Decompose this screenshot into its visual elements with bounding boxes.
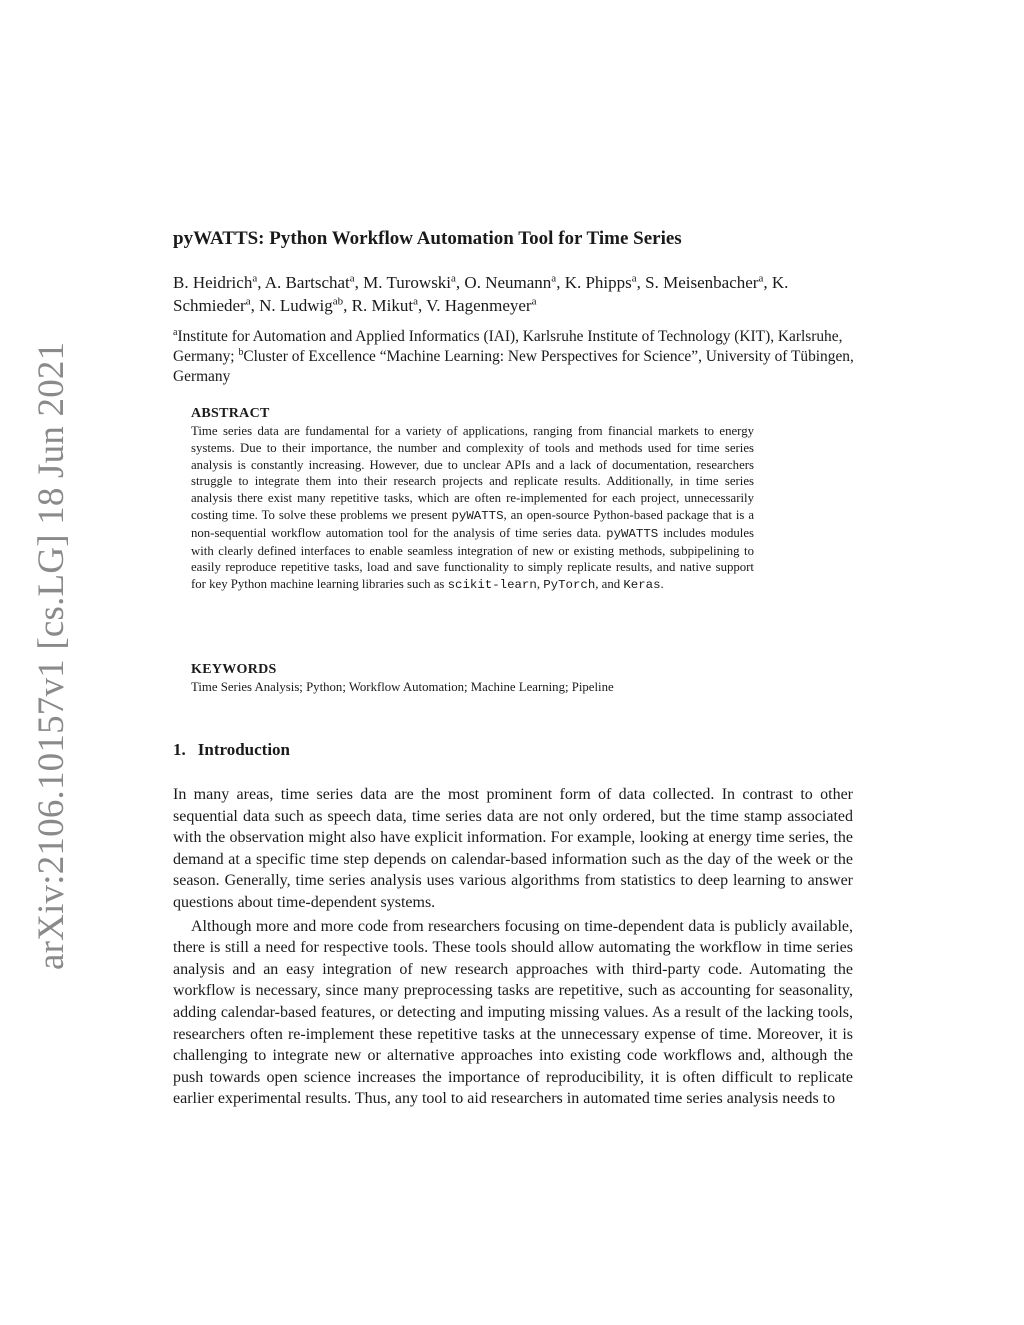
- paragraph: In many areas, time series data are the most prominent form of data collected. In contrast to other sequential data such as speech data, time series data are not only ordered, but the time stamp associated with the observation might also have explicit information. For example, looking at energy time series, the demand at a specific time step depends on calendar-based information such as the day of the week or the season. Generally, time series analysis uses various algorithms from statistics to deep learning to answer questions about time-dependent systems.: [173, 786, 853, 911]
- abstract-section: [191, 406, 754, 594]
- author: S. Meisenbacher$^a$: [645, 272, 764, 292]
- abstract-heading: ABSTRACT: [191, 406, 270, 421]
- author: N. Ludwig$^{ab}$: [259, 295, 344, 315]
- affiliations: [173, 327, 863, 387]
- introduction-body: [173, 784, 853, 1110]
- paper-title: pyWATTS: Python Workflow Automation Tool for Time Series: [173, 228, 682, 249]
- author-list: B. Heidrich$^a$, A. Bartschat$^a$, M. Turowski$^a$, O. Neumann$^a$, K. Phipps$^a$, S. Meisenbacher$^a$, K. Schmieder$^a$, N. Ludwig$^{ab}$, R. Mikut$^a$, V. Hagenmeyer$^a$: [173, 272, 789, 315]
- affiliation-mark: b: [238, 346, 244, 358]
- section-number: 1.: [173, 740, 186, 759]
- package-name: pyWATTS: [606, 526, 659, 541]
- library-name: scikit-learn: [447, 578, 537, 593]
- section-heading-introduction: [173, 740, 302, 760]
- abstract-text: Time series data are fundamental for a variety of applications, ranging from financial markets to energy systems. Due to their importance, the number and complexity of tools and methods used for time series analysis is constantly increasing. However, due to unclear APIs and a lack of documentation, researchers struggle to integrate them into their research projects and replicate results. Additionally, in time series analysis there exist many repetitive tasks, which are often re-implemented for each project, unnecessarily costing time. To solve these problems we present pyWATTS, an open-source Python-based package that is a non-sequential workflow automation tool for the analysis of time series data. pyWATTS includes modules with clearly defined interfaces to enable seamless integration of new or existing methods, subpipelining to easily reproduce repetitive tasks, load and save functionality to simply replicate results, and native support for key Python machine learning libraries such as scikit-learn, PyTorch, and Keras.: [191, 424, 754, 593]
- author: K. Schmieder$^a$: [173, 273, 789, 315]
- arxiv-side-stamp: arXiv:2106.10157v1 [cs.LG] 18 Jun 2021: [31, 341, 72, 970]
- affiliation-a: Institute for Automation and Applied Informatics (IAI), Karlsruhe Institute of Technology (KIT), Karlsruhe, Germany;: [173, 328, 843, 365]
- keywords-text: Time Series Analysis; Python; Workflow Automation; Machine Learning; Pipeline: [191, 680, 614, 694]
- author: B. Heidrich$^a$: [173, 272, 258, 292]
- author: M. Turowski$^a$: [363, 272, 456, 292]
- keywords-heading: KEYWORDS: [191, 662, 277, 677]
- author: R. Mikut$^a$: [351, 295, 418, 315]
- affiliation-b: Cluster of Excellence “Machine Learning: New Perspectives for Science”, University of Tübingen, Germany: [173, 348, 854, 385]
- package-name: pyWATTS: [451, 508, 504, 523]
- paragraph: Although more and more code from researchers focusing on time-dependent data is publicly available, there is still a need for respective tools. These tools should allow automating the workflow in time series analysis and an easy integration of new research approaches with third-party code. Automating the workflow is necessary, since many preprocessing tasks are repetitive, such as accounting for seasonality, adding calendar-based features, or detecting and imputing missing values. As a result of the lacking tools, researchers often re-implement these repetitive tasks at the unnecessary expense of time. Moreover, it is challenging to integrate new or alternative approaches into existing code workflows and, although the push towards open science increases the importance of reproducibility, it is often difficult to replicate earlier experimental results. Thus, any tool to aid researchers in automated time series analysis needs to: [173, 917, 853, 1108]
- affiliation-mark: a: [173, 326, 178, 338]
- author: O. Neumann$^a$: [464, 272, 557, 292]
- section-title: Introduction: [197, 740, 291, 759]
- library-name: PyTorch: [543, 578, 596, 593]
- author: A. Bartschat$^a$: [264, 272, 355, 292]
- author: V. Hagenmeyer$^a$: [426, 295, 537, 315]
- author: K. Phipps$^a$: [564, 272, 637, 292]
- library-name: Keras: [623, 578, 661, 593]
- keywords-section: [191, 662, 754, 696]
